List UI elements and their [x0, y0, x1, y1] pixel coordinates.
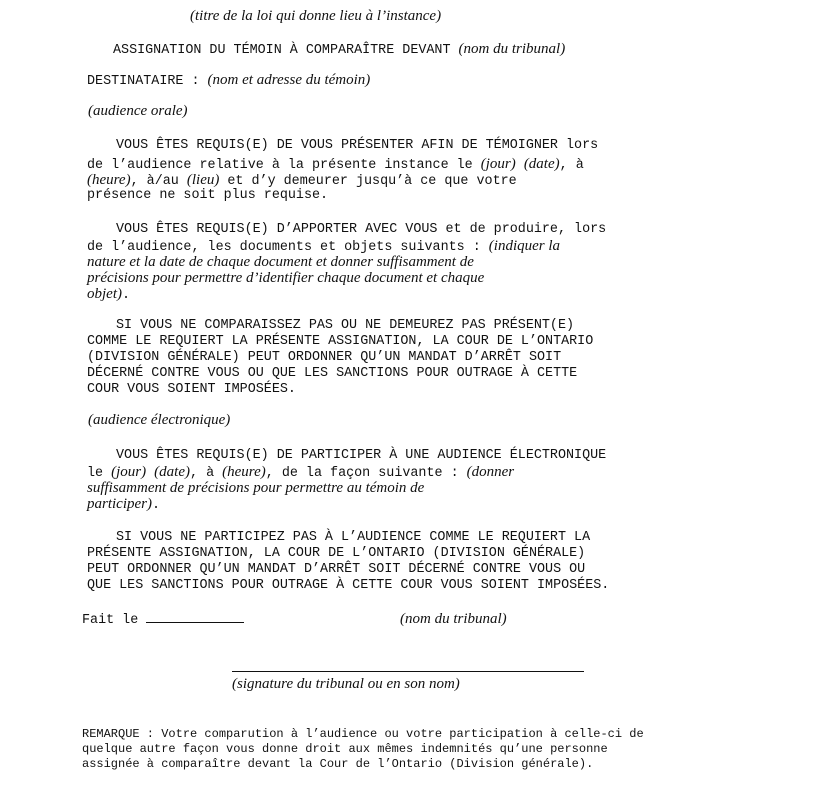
oral-warning-line-1: SI VOUS NE COMPARAISSEZ PAS OU NE DEMEUREZ PAS PRÉSENT(E): [116, 318, 575, 333]
electronic-warning-line-3: PEUT ORDONNER QU’UN MANDAT D’ARRÊT SOIT DÉCERNÉ CONTRE VOUS OU: [87, 562, 586, 577]
fait-le-line: [82, 610, 244, 629]
electronic-details-placeholder-1: (donner: [466, 464, 515, 480]
oral-appear-text: de l’audience relative à la présente instance le: [87, 158, 473, 173]
oral-bring-period: .: [122, 288, 131, 303]
electronic-manner-text: , de la façon suivante :: [265, 466, 459, 481]
oral-hearing-heading: (audience orale): [88, 103, 188, 119]
remarque-line-2: quelque autre façon vous donne droit aux mêmes indemnités qu’une personne: [82, 742, 608, 756]
oral-appear-line-1: VOUS ÊTES REQUIS(E) DE VOUS PRÉSENTER AFIN DE TÉMOIGNER lors: [116, 138, 599, 153]
oral-bring-line-1: VOUS ÊTES REQUIS(E) D’APPORTER AVEC VOUS et de produire, lors: [116, 222, 607, 237]
signature-placeholder: (signature du tribunal ou en son nom): [232, 676, 460, 692]
electronic-warning-line-4: QUE LES SANCTIONS POUR OUTRAGE À CETTE COUR VOUS SOIENT IMPOSÉES.: [87, 578, 610, 593]
remarque-line-3: assignée à comparaître devant la Cour de l’Ontario (Division générale).: [82, 757, 594, 771]
electronic-warning-line-1: SI VOUS NE PARTICIPEZ PAS À L’AUDIENCE COMME LE REQUIERT LA: [116, 530, 591, 545]
electronic-hour-placeholder: (heure): [222, 464, 266, 480]
documents-placeholder-2: nature et la date de chaque document et donner suffisamment de: [87, 254, 474, 270]
electronic-day-placeholder: (jour): [111, 464, 147, 480]
law-title-placeholder: (titre de la loi qui donne lieu à l’instance): [190, 8, 442, 24]
signature-line: [232, 671, 584, 672]
oral-warning-line-2: COMME LE REQUIERT LA PRÉSENTE ASSIGNATION, LA COUR DE L’ONTARIO: [87, 334, 594, 349]
remarque-line-1: REMARQUE : Votre comparution à l’audience ou votre participation à celle-ci de: [82, 727, 644, 741]
electronic-date-placeholder: (date): [154, 464, 190, 480]
electronic-participate-line-4: [87, 496, 160, 514]
electronic-details-placeholder-2: suffisamment de précisions pour permettre au témoin de: [87, 480, 425, 496]
oral-appear-stay: et d’y demeurer jusqu’à ce que votre: [227, 174, 517, 189]
electronic-comma: , à: [190, 466, 215, 481]
electronic-period: .: [152, 498, 161, 513]
documents-placeholder-4: objet): [87, 286, 122, 302]
oral-warning-line-3: (DIVISION GÉNÉRALE) PEUT ORDONNER QU’UN MANDAT D’ARRÊT SOIT: [87, 350, 562, 365]
oral-bring-line-5: [87, 286, 130, 304]
documents-placeholder-3: précisions pour permettre d’identifier chaque document et chaque: [87, 270, 485, 286]
day-placeholder: (jour): [480, 156, 516, 172]
witness-address-placeholder: (nom et adresse du témoin): [207, 72, 371, 88]
oral-warning-line-5: COUR VOUS SOIENT IMPOSÉES.: [87, 382, 296, 397]
date-placeholder: (date): [523, 156, 560, 172]
oral-warning-line-4: DÉCERNÉ CONTRE VOUS OU QUE LES SANCTIONS POUR OUTRAGE À CETTE: [87, 366, 578, 381]
electronic-details-placeholder-3: participer): [87, 496, 152, 512]
hour-placeholder: (heure): [87, 172, 131, 188]
page-title: [113, 41, 565, 59]
electronic-participate-line-1: VOUS ÊTES REQUIS(E) DE PARTICIPER À UNE AUDIENCE ÉLECTRONIQUE: [116, 448, 607, 463]
documents-placeholder-1: (indiquer la: [488, 238, 561, 254]
electronic-hearing-heading: (audience électronique): [88, 412, 231, 428]
oral-appear-line-4: présence ne soit plus requise.: [87, 188, 329, 203]
signature-court-placeholder: (nom du tribunal): [400, 611, 507, 627]
oral-bring-text: de l’audience, les documents et objets suivants :: [87, 240, 481, 255]
court-name-placeholder: (nom du tribunal): [458, 41, 566, 57]
assignation-title: ASSIGNATION DU TÉMOIN À COMPARAÎTRE DEVANT: [113, 43, 451, 58]
electronic-warning-line-2: PRÉSENTE ASSIGNATION, LA COUR DE L’ONTARIO (DIVISION GÉNÉRALE): [87, 546, 586, 561]
fait-le-label: Fait le: [82, 613, 139, 628]
oral-appear-comma: , à: [559, 158, 584, 173]
electronic-le: le: [87, 466, 104, 481]
date-blank: [146, 610, 244, 623]
destinataire-label: DESTINATAIRE :: [87, 74, 200, 89]
destinataire-line: [87, 72, 370, 90]
oral-appear-at: , à/au: [130, 174, 179, 189]
place-placeholder: (lieu): [186, 172, 220, 188]
